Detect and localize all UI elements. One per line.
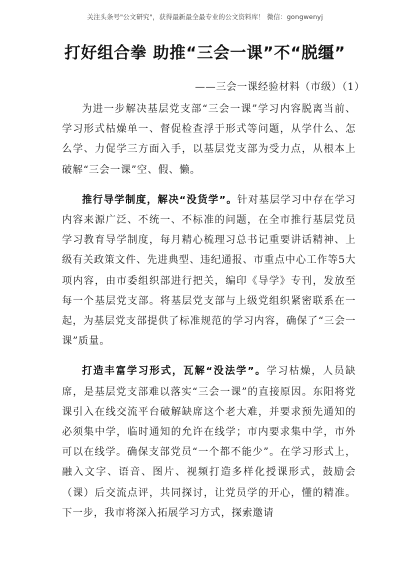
paragraph-heading: 打造丰富学习形式，瓦解“没法学”。 <box>82 366 267 378</box>
paragraph-text: 针对基层学习中存在学习内容来源广泛、不统一、不标准的问题，在全市推行基层党员学习教育导学制度，每月精心梳理习总书记重要讲话精神、上级有关政策文件、先进典型、违纪通报、市重点中心工作等5大项内容，由市委组织部进行把关，编印《导学》专刊，发放至每一个基层党支部。将基层党支部与上级党组织紧密联系在一起，为基层党支部提供了标准规范的学习内容，确保了“三会一课”质量。 <box>62 194 356 348</box>
paragraph-text: 学习枯燥，人员缺席，是基层党支部难以落实“三会一课”的直接原因。东阳将党课引入在线交流平台破解缺席这个老大难，并要求预先通知的必须集中学，临时通知的允许在线学；市内要求集中学，市外可以在线学。确保支部党员“一个都不能少”。在学习形式上，融入文字、语音、图片、视频打造多样化授课形式，鼓励会（课）后交流点评，共同探讨，让党员学的开心，懂的精准。下一步，我市将深入拓展学习方式，探索邀请 <box>62 366 356 519</box>
paragraph-intro <box>62 100 356 181</box>
header-note: 关注头条号"公文研究"，获得最新最全最专业的公文资料库！ 微信：gongwenyj <box>86 13 324 21</box>
document-title: 打好组合拳 助推“三会一课”不“脱缰” <box>64 43 346 62</box>
paragraph-heading: 推行导学制度，解决“没货学”。 <box>82 194 238 206</box>
paragraph-study-forms <box>62 362 356 524</box>
document-subtitle: ——三会一课经验材料（市级）（1） <box>195 82 365 93</box>
paragraph-guided-study <box>62 191 356 353</box>
document-body <box>62 100 356 534</box>
paragraph-text: 为进一步解决基层党支部“三会一课”学习内容脱离当前、学习形式枯燥单一、督促检查浮于形式等问题，从学什么、怎么学、力促学三方面入手，以基层党支部为受力点，从根本上破解“三会一课”空、假、懒。 <box>62 104 356 176</box>
